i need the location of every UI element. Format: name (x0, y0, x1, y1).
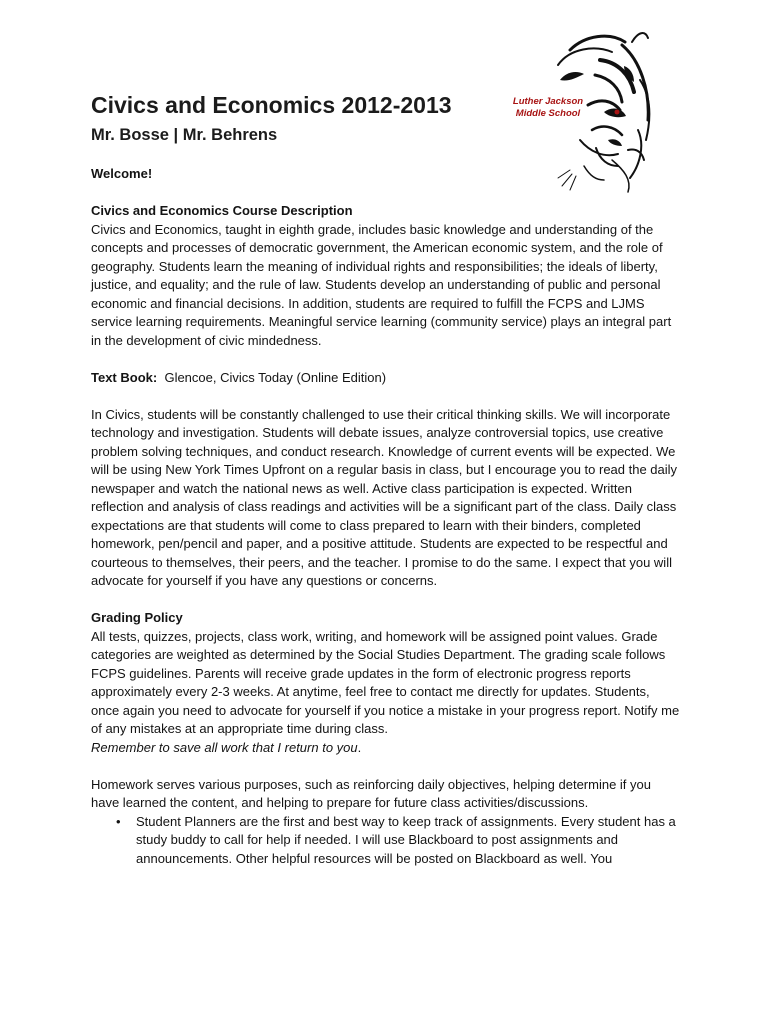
textbook-value: Glencoe, Civics Today (Online Edition) (164, 369, 387, 385)
teacher-names: Mr. Bosse | Mr. Behrens (91, 126, 278, 144)
school-logo-text (506, 96, 590, 120)
textbook-label: Text Book: (91, 369, 158, 385)
homework-list (91, 813, 681, 869)
logo-line-2: Middle School (515, 108, 581, 119)
logo-line-1: Luther Jackson (512, 96, 584, 107)
welcome-heading: Welcome! (91, 166, 153, 181)
grading-note-end: . (357, 739, 362, 755)
grading-heading: Grading Policy (91, 610, 183, 625)
grading-note: Remember to save all work that I return to you (91, 739, 358, 755)
textbook-line (91, 369, 681, 388)
intro-paragraph: In Civics, students will be constantly challenged to use their critical thinking skills. We will incorporate technology and investigation. Students will debate issues, analyze controversial topics, use creative problem solving techniques, and conduct research. Knowledge of current events will be expected. We will be using New York Times Upfront on a regular basis in class, but I encourage you to read the daily newspaper and watch the national news as well. Active class participation is expected. Written reflection and analysis of class readings and activities will be a significant part of the class. Daily class expectations are that students will come to class prepared to learn with their binders, completed homework, pen/pencil and paper, and a positive attitude. Students are expected to be respectful and courteous to themselves, their peers, and the teacher. I promise to do the same. I expect that you will advocate for yourself if you have any questions or concerns. (91, 406, 678, 588)
page-title: Civics and Economics 2012-2013 (91, 92, 452, 118)
document-body (91, 165, 681, 868)
course-description-text: Civics and Economics, taught in eighth grade, includes basic knowledge and understanding of the concepts and processes of democratic government, the American economic system, and the role of geography. Students learn the meaning of individual rights and responsibilities; the ideals of liberty, justice, and equality; and the rule of law. Students develop an understanding of public and personal economic and financial decisions. In addition, students are required to fulfill the FCPS and LJMS service learning requirements. Meaningful service learning (community service) plays an integral part in the development of civic mindedness. (91, 221, 672, 348)
list-item: • Student Planners are the first and best way to keep track of assignments. Every student has a study buddy to call for help if needed. I will use Blackboard to post assignments and announcements. Other helpful resources will be posted on Blackboard as well. You (136, 813, 681, 869)
homework-text: Homework serves various purposes, such as reinforcing daily objectives, helping determine if you have learned the content, and helping to prepare for future class activities/discussions. (91, 776, 651, 810)
course-description-heading: Civics and Economics Course Description (91, 203, 353, 218)
grading-paragraph (91, 628, 681, 758)
grading-text: All tests, quizzes, projects, class work, writing, and homework will be assigned point values. Grade categories are weighted as determined by the Social Studies Department. The grading scale follows FCPS guidelines. Parents will receive grade updates in the form of electronic progress reports approximately every 2-3 weeks. At anytime, feel free to contact me directly for updates. Students, once again you need to advocate for yourself if you notice a mistake in your progress report. Notify me of any mistakes at an appropriate time during class. (91, 628, 680, 736)
